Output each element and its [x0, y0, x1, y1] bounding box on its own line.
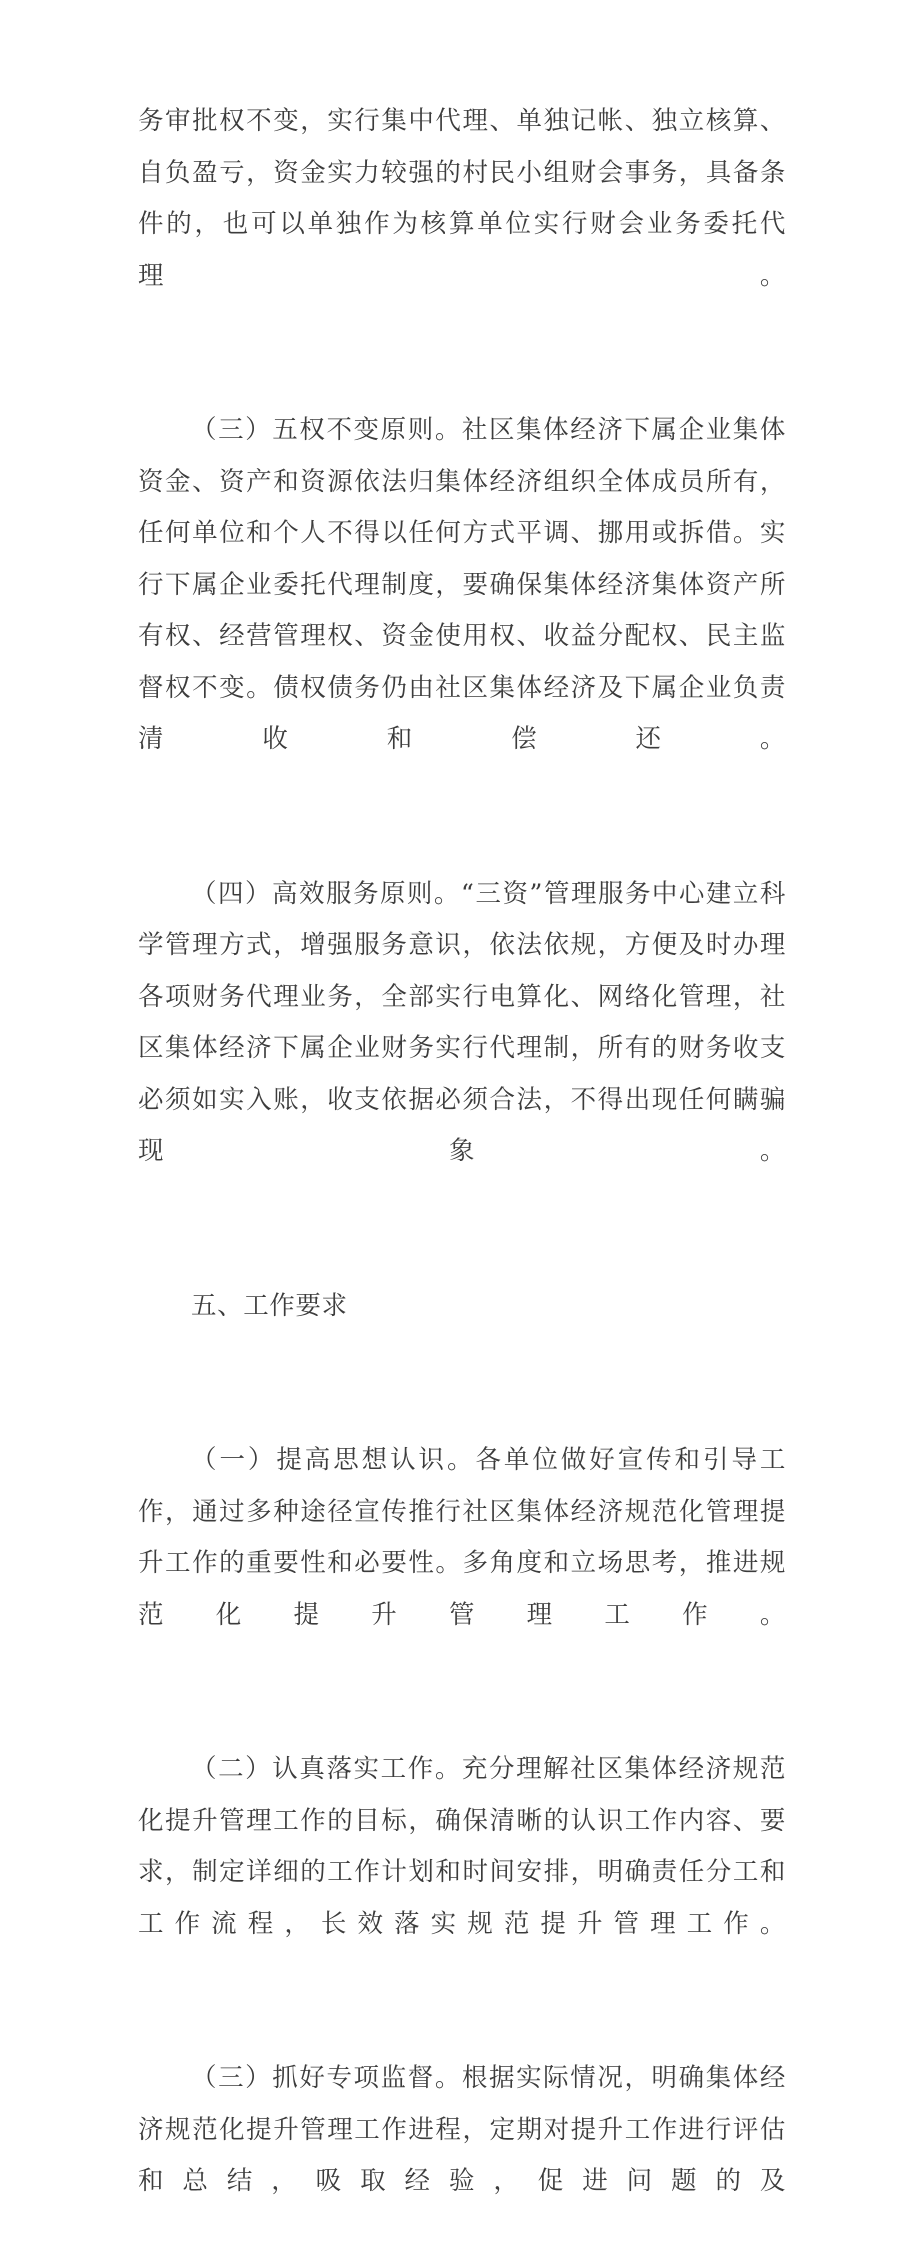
paragraph-spacer	[138, 817, 786, 869]
paragraph-spacer	[138, 1229, 786, 1281]
paragraph-principle-three: （三）五权不变原则。社区集体经济下属企业集体资金、资产和资源依法归集体经济组织全体成员所有，任何单位和个人不得以任何方式平调、挪用或拆借。实行下属企业委托代理制度，要确保集体经济集体资产所有权、经营管理权、资金使用权、收益分配权、民主监督权不变。债权债务仍由社区集体经济及下属企业负责清收和偿还。	[138, 415, 786, 754]
section-heading-five: 五、工作要求	[191, 1290, 348, 1321]
paragraph-continuation: 务审批权不变，实行集中代理、单独记帐、独立核算、自负盈亏，资金实力较强的村民小组财会事务，具备条件的，也可以单独作为核算单位实行财会业务委托代理。	[138, 106, 786, 291]
paragraph-spacer	[138, 1384, 786, 1436]
paragraph-requirement-three: （三）抓好专项监督。根据实际情况，明确集体经济规范化提升管理工作进程，定期对提升工作进行评估和总结，吸取经验，促进问题的及	[138, 2063, 786, 2196]
paragraph-requirement-one: （一）提高思想认识。各单位做好宣传和引导工作，通过多种途径宣传推行社区集体经济规范化管理提升工作的重要性和必要性。多角度和立场思考，推进规范化提升管理工作。	[138, 1445, 786, 1630]
paragraph-requirement-two: （二）认真落实工作。充分理解社区集体经济规范化提升管理工作的目标，确保清晰的认识工作内容、要求，制定详细的工作计划和时间安排，明确责任分工和工作流程，长效落实规范提升管理工作。	[138, 1754, 786, 1939]
paragraph-principle-four: （四）高效服务原则。“三资”管理服务中心建立科学管理方式，增强服务意识，依法依规，方便及时办理各项财务代理业务，全部实行电算化、网络化管理，社区集体经济下属企业财务实行代理制，所有的财务收支必须如实入账，收支依据必须合法，不得出现任何瞒骗现象。	[138, 878, 786, 1166]
paragraph-spacer	[138, 354, 786, 406]
paragraph-spacer	[138, 2002, 786, 2054]
document-text-column	[138, 96, 786, 2259]
paragraph-spacer	[138, 1693, 786, 1745]
